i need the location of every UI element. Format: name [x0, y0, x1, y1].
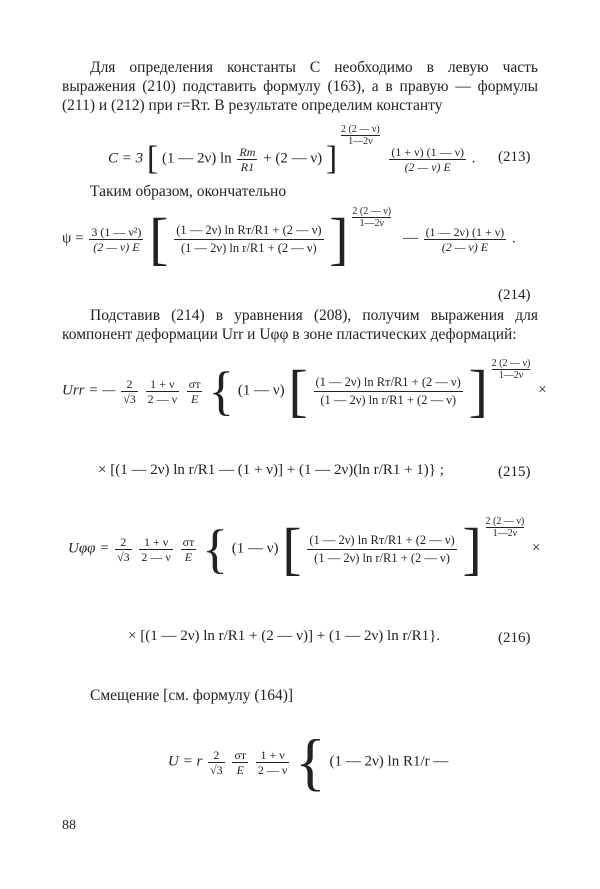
eq214-exponent [352, 206, 391, 229]
eq213-open-bracket: [ [146, 140, 159, 177]
eqU-nu-den: 2 — ν [257, 762, 288, 777]
eq214-inner-den: (1 — 2ν) ln r/R1 + (2 — ν) [181, 240, 317, 255]
eq213-frac-rt-r1 [237, 145, 257, 174]
eq215-times: × [538, 382, 547, 399]
eq216-s-den: E [184, 549, 193, 564]
eq215-exponent [492, 358, 531, 381]
eq215-factor: (1 — ν) [237, 382, 285, 399]
eq216-frac-sigma [181, 535, 197, 564]
equation-displacement [168, 726, 449, 797]
eq215-frac-sigma [187, 377, 203, 406]
equation-216-line1 [68, 516, 541, 581]
eq216-exponent [486, 516, 525, 539]
equation-213: C = 3 [ (1 — 2ν) ln $\frac{Rт}{R1}$ + (2 — ν) ] $\frac{2 (2 — \nu)}{1—2\nu}$ $\frac{(1 + \nu) (1 — \nu)}{(2 — \nu) E}$ . [108, 124, 476, 177]
equation-216-line2: × [(1 — 2ν) ln r/R1 + (2 — ν)] + (1 — 2ν) ln r/R1}. [128, 628, 441, 644]
eq216-inner-den: (1 — 2ν) ln r/R1 + (2 — ν) [314, 550, 450, 565]
eq216-factor: (1 — ν) [231, 540, 279, 557]
eq214-frac-a [89, 225, 143, 254]
eq214-close-bracket: ] [329, 206, 349, 271]
eq216-open-bracket: [ [282, 516, 302, 581]
eq214-fraca-num: 3 (1 — ν²) [91, 224, 142, 239]
eqU-s-num: σт [234, 747, 247, 762]
eq216-nu-den: 2 — ν [141, 549, 171, 564]
eq216-s-num: σт [182, 534, 195, 549]
eq216-open-brace: { [202, 519, 228, 579]
eq216-inner-frac [307, 532, 456, 567]
eq215-nu-num: 1 + ν [146, 377, 179, 392]
eq215-inner-frac [314, 374, 463, 409]
eq214-inner-num: (1 — 2ν) ln Rт/R1 + (2 — ν) [174, 222, 323, 240]
eq215-frac-c [121, 377, 138, 406]
eq215-nu-den: 2 — ν [147, 391, 177, 406]
eq215-c-den: √3 [123, 391, 136, 406]
eq216-number: (216) [498, 630, 531, 646]
eq215-exp-num: 2 (2 — ν) [491, 358, 531, 369]
eq215-c-num: 2 [121, 377, 138, 392]
eq213-lhs: C = 3 [108, 150, 144, 167]
eqU-frac-sigma [232, 748, 248, 777]
eq216-exp-num: 2 (2 — ν) [485, 516, 525, 527]
eq215-s-den: E [190, 391, 199, 406]
eq216-times: × [531, 540, 541, 557]
eq214-minus-den: (2 — ν) E [441, 239, 489, 254]
eq214-fraca-den: (2 — ν) E [93, 239, 140, 254]
eq215-open-brace: { [208, 361, 235, 421]
eq213-close-bracket: ] [325, 140, 338, 177]
eq216-nu-num: 1 + ν [139, 535, 172, 550]
eq213-exp-num: 2 (2 — ν) [340, 124, 380, 135]
eq215-inner-num: (1 — 2ν) ln Rт/R1 + (2 — ν) [314, 374, 463, 392]
eqU-frac-nu [256, 748, 289, 777]
eq214-exp-num: 2 (2 — ν) [352, 206, 392, 217]
eq215-exp-den: 1—2ν [498, 370, 524, 381]
eq213-frac1-num: Rт [239, 144, 256, 159]
eq215-s-num: σт [188, 376, 201, 391]
eq215-frac-nu [146, 377, 179, 406]
eq216-frac-nu [139, 535, 172, 564]
eqU-open-brace: { [295, 726, 326, 797]
eq213-number: (213) [498, 149, 531, 165]
eq215-lhs: Urr = — [62, 382, 116, 399]
eqU-lhs: U = r [168, 753, 203, 770]
eq213-frac-nu [389, 145, 466, 174]
eqU-tail: (1 — 2ν) ln R1/r — [329, 753, 449, 770]
eq216-c-den: √3 [117, 549, 130, 564]
eq216-exp-den: 1—2ν [492, 528, 518, 539]
eq216-c-num: 2 [115, 535, 132, 550]
eq216-lhs: Uφφ = [68, 540, 110, 557]
eqU-c-num: 2 [208, 748, 225, 763]
eq214-inner-frac [174, 222, 323, 257]
eqU-nu-num: 1 + ν [256, 748, 289, 763]
eq215-inner-den: (1 — 2ν) ln r/R1 + (2 — ν) [320, 392, 457, 407]
eq214-exp-den: 1—2ν [359, 218, 384, 229]
eq216-close-bracket: ] [462, 516, 482, 581]
eq215-close-bracket: ] [468, 358, 488, 423]
paragraph-finally: Таким образом, окончательно [90, 183, 287, 200]
equation-215-line1 [62, 358, 547, 423]
page-number: 88 [62, 818, 76, 833]
equation-214: ψ = $\frac{\text{3 (1 — ν²)}}{(2 — \nu) E}$ [ $\frac{\text{(1 — 2ν) ln Rт/R1 + (2 — ν)}}{\text{(1 — 2ν) ln r/R1 + (2 — ν)}}$ ] $\frac{2 (2 — \nu)}{1—2\nu}$ — $\frac{(1 — 2\nu) (1 + \nu)}{(2 — \nu) E}$ . [62, 206, 516, 271]
paragraph-substitution: Подставив (214) в уравнения (208), получим выражения для компонент деформации Urr и Uφφ в зоне пластических деформаций: [62, 307, 538, 343]
eqU-s-den: E [236, 762, 244, 777]
eq215-number: (215) [498, 464, 531, 480]
eq213-frac1-den: R1 [240, 159, 255, 174]
eq216-frac-c [115, 535, 132, 564]
eq213-term2: + (2 — ν) [263, 150, 323, 167]
eq215-open-bracket: [ [288, 358, 308, 423]
eq213-exp-den: 1—2ν [348, 136, 373, 147]
paragraph-displacement: Смещение [см. формулу (164)] [90, 687, 294, 704]
eq214-lhs: ψ = [62, 230, 84, 247]
eq214-open-bracket: [ [149, 206, 169, 271]
eq214-minus-frac [424, 225, 507, 254]
equation-215-line2: × [(1 — 2ν) ln r/R1 — (1 + ν)] + (1 — 2ν)(ln r/R1 + 1)} ; [98, 462, 444, 478]
eqU-c-den: √3 [210, 762, 223, 777]
eq216-inner-num: (1 — 2ν) ln Rт/R1 + (2 — ν) [307, 532, 456, 550]
eq213-exponent [341, 124, 380, 147]
eq214-minus-num: (1 — 2ν) (1 + ν) [425, 224, 505, 239]
eq213-frac2-den: (2 — ν) E [404, 159, 451, 174]
paragraph-constant-intro: Для определения константы C необходимо в левую часть выражения (210) подставить формулу (163), а в правую — формулы (211) и (212) при r=Rт. В результате определим константу [62, 59, 538, 114]
eqU-frac-c [208, 748, 225, 777]
eq213-term1: (1 — 2ν) ln [161, 150, 232, 167]
eq213-frac2-num: (1 + ν) (1 — ν) [391, 144, 465, 159]
eq214-number: (214) [498, 287, 531, 303]
